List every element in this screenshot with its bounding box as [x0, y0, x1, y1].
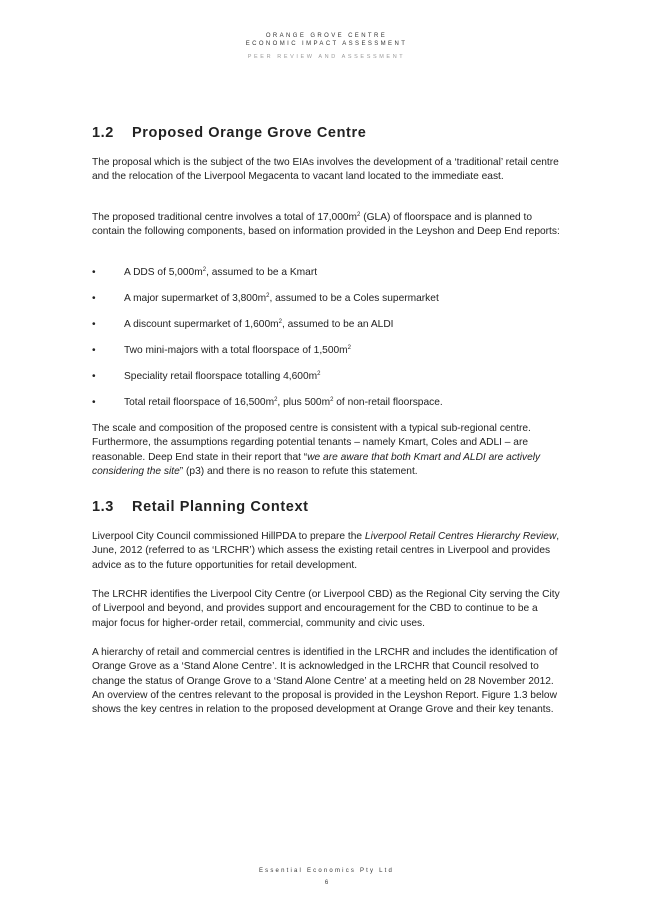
page-header [0, 32, 653, 60]
bullet-text: A major supermarket of $3,800m^2$, assumed to be a Coles supermarket [124, 293, 439, 304]
paragraph: The proposal which is the subject of the two EIAs involves the development of a ‘traditional’ retail centre and the relocation of the Liverpool Megacenta to vacant land located to the immediate east. [92, 157, 559, 183]
italic-title: Liverpool Retail Centres Hierarchy Review [364, 531, 557, 542]
section-title: Proposed Orange Grove Centre [132, 125, 367, 141]
bullet-glyph: • [92, 267, 96, 278]
bullet-glyph: • [92, 371, 96, 382]
text-run: ” (p3) and there is no reason to refute this statement. [179, 465, 418, 477]
bullet-text: A DDS of $5,000m^2$, assumed to be a Kmart [124, 267, 318, 278]
text-run: The proposed traditional centre involves a total of 17,000m [92, 212, 358, 223]
page-number: 6 [324, 880, 329, 886]
bullet-glyph: • [92, 293, 96, 304]
paragraph [92, 530, 564, 573]
paragraph [92, 422, 564, 479]
paragraph: The LRCHR identifies the Liverpool City Centre (or Liverpool CBD) as the Regional City serving the City of Liverpool and beyond, and provides support and encouragement for the CBD to continue to be a major focus for higher-order retail, commercial, community and civic uses. [92, 589, 560, 629]
header-subtitle: PEER REVIEW AND ASSESSMENT [247, 54, 406, 60]
bullet-text: Two mini-majors with a total floorspace of $1,500m^2$ [124, 345, 351, 356]
section-number: 1.3 [92, 499, 114, 515]
section-heading-1-2 [92, 125, 366, 141]
bullet-text: A discount supermarket of $1,600m^2$, assumed to be an ALDI [124, 319, 394, 330]
section-title: Retail Planning Context [132, 499, 309, 515]
header-title-line-2: ECONOMIC IMPACT ASSESSMENT [245, 41, 408, 47]
bullet-text: Total retail floorspace of $16,500m^2$, plus $500m^2$ of non-retail floorspace. [124, 397, 443, 408]
paragraph [92, 211, 564, 240]
header-title-line-1: ORANGE GROVE CENTRE [265, 33, 388, 39]
superscript: 2 [357, 212, 361, 218]
paragraph: A hierarchy of retail and commercial centres is identified in the LRCHR and includes the identification of Orange Grove as a ‘Stand Alone Centre’. It is acknowledged in the LRCHR that Council resolved to change the status of Orange Grove to a ‘Stand Alone Centre’ at a meeting held on 28 November 2012. An overview of the centres relevant to the proposal is provided in the Leyshon Report. Figure 1.3 below shows the key centres in relation to the proposed development at Orange Grove and their key tenants. [92, 647, 558, 716]
text-run: The scale and composition of the proposed centre is consistent with a typical sub-regional centre. Furthermore, the assumptions regarding potential tenants – namely Kmart, Coles and ADLI – are reasonable. Deep End state in their report that “ [92, 423, 531, 463]
bullet-glyph: • [92, 345, 96, 356]
section-number: 1.2 [92, 125, 114, 141]
italic-quote: we are aware that both Kmart and ALDI are actively considering the site [92, 451, 541, 477]
bullet-glyph: • [92, 319, 96, 330]
text-run: Liverpool City Council commissioned HillPDA to prepare the [92, 531, 365, 542]
bullet-text: Speciality retail floorspace totalling $4,600m^2$ [124, 371, 321, 382]
page-footer [0, 868, 653, 886]
section-heading-1-3 [92, 499, 309, 515]
text-run: (GLA) of floorspace and is planned to contain the following components, based on information provided in the Leyshon and Deep End reports: [92, 212, 560, 238]
footer-company: Essential Economics Pty Ltd [258, 868, 395, 874]
text-run: , June, 2012 (referred to as ‘LRCHR’) which assess the existing retail centres in Liverpool and provides advice as to the future opportunities for retail development. [92, 531, 560, 571]
bullet-glyph: • [92, 397, 96, 408]
